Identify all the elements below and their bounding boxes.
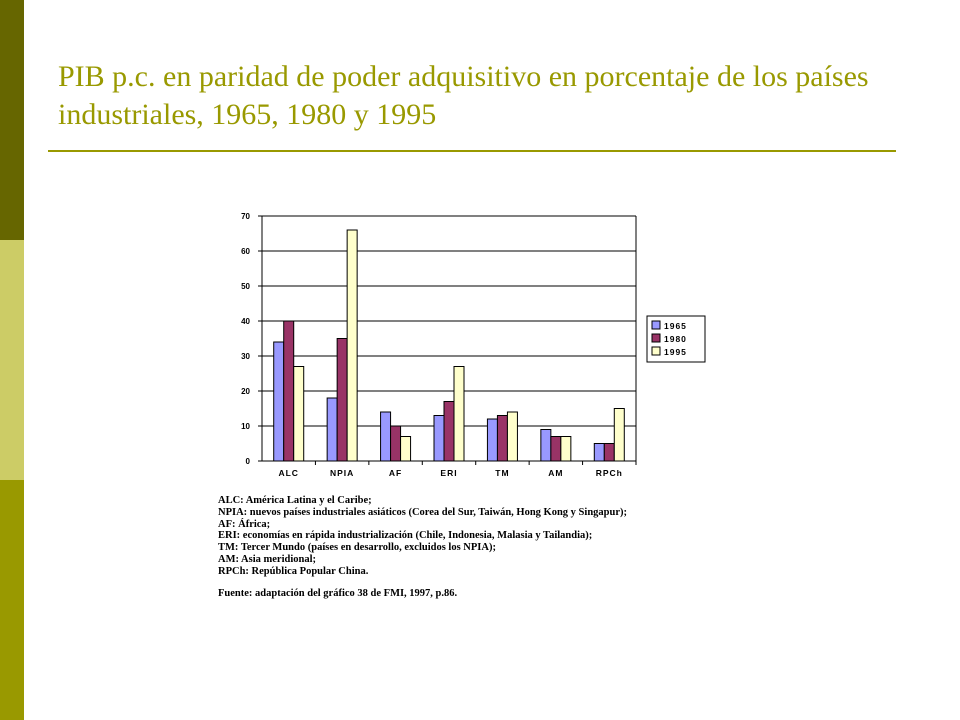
- x-tick-label: ALC: [278, 468, 299, 478]
- slide-title: PIB p.c. en paridad de poder adquisitivo en porcentaje de los países industriales, 1965, 1980 y 1995: [58, 60, 869, 131]
- bar-1995-alc: [294, 367, 304, 462]
- note-line: RPCh: República Popular China.: [218, 565, 369, 577]
- bar-1980-alc: [284, 321, 294, 461]
- note-line: TM: Tercer Mundo (países en desarrollo, excluidos los NPIA);: [218, 542, 496, 554]
- bar-1995-am: [561, 437, 571, 462]
- bar-1965-eri: [434, 416, 444, 462]
- bar-1965-tm: [487, 419, 497, 461]
- y-tick-label: 20: [241, 387, 250, 396]
- note-line: NPIA: nuevos países industriales asiáticos (Corea del Sur, Taiwán, Hong Kong y Singapur);: [218, 506, 627, 518]
- note-line: AM: Asia meridional;: [218, 553, 316, 565]
- legend-swatch-1965: [652, 321, 660, 329]
- bar-1965-alc: [274, 342, 284, 461]
- bar-1995-af: [401, 437, 411, 462]
- x-tick-label: RPCh: [595, 468, 623, 478]
- note-line: AF: África;: [218, 518, 271, 530]
- y-tick-label: 10: [241, 422, 250, 431]
- bar-1995-tm: [507, 412, 517, 461]
- bar-1980-tm: [497, 416, 507, 462]
- bar-1980-rpch: [604, 444, 614, 462]
- x-tick-label: TM: [495, 468, 510, 478]
- bar-1980-eri: [444, 402, 454, 462]
- bar-1995-eri: [454, 367, 464, 462]
- legend-label-1995: 1995: [664, 347, 687, 357]
- bar-1965-npia: [327, 398, 337, 461]
- legend-swatch-1980: [652, 334, 660, 342]
- y-tick-label: 70: [241, 212, 250, 221]
- legend-label-1965: 1965: [664, 321, 687, 331]
- x-tick-label: AF: [388, 468, 403, 478]
- note-line: ALC: América Latina y el Caribe;: [218, 495, 372, 506]
- note-line: ERI: economías en rápida industrialización (Chile, Indonesia, Malasia y Tailandia);: [218, 530, 593, 542]
- bar-1965-rpch: [594, 444, 604, 462]
- x-tick-label: AM: [548, 468, 564, 478]
- y-tick-label: 0: [245, 457, 250, 466]
- y-tick-label: 30: [241, 352, 250, 361]
- y-tick-label: 40: [241, 317, 250, 326]
- bar-1965-af: [381, 412, 391, 461]
- legend-label-1980: 1980: [664, 334, 687, 344]
- x-tick-label: NPIA: [329, 468, 355, 478]
- chart-notes: [218, 495, 713, 599]
- source-note: Fuente: adaptación del gráfico 38 de FMI, 1997, p.86.: [218, 587, 458, 599]
- bar-1980-am: [551, 437, 561, 462]
- x-tick-label: ERI: [440, 468, 458, 478]
- bar-1965-am: [541, 430, 551, 462]
- bar-1980-af: [391, 426, 401, 461]
- bar-1995-npia: [347, 230, 357, 461]
- y-tick-label: 60: [241, 247, 250, 256]
- bar-1980-npia: [337, 339, 347, 462]
- bar-1995-rpch: [614, 409, 624, 462]
- legend-swatch-1995: [652, 347, 660, 355]
- y-tick-label: 50: [241, 282, 250, 291]
